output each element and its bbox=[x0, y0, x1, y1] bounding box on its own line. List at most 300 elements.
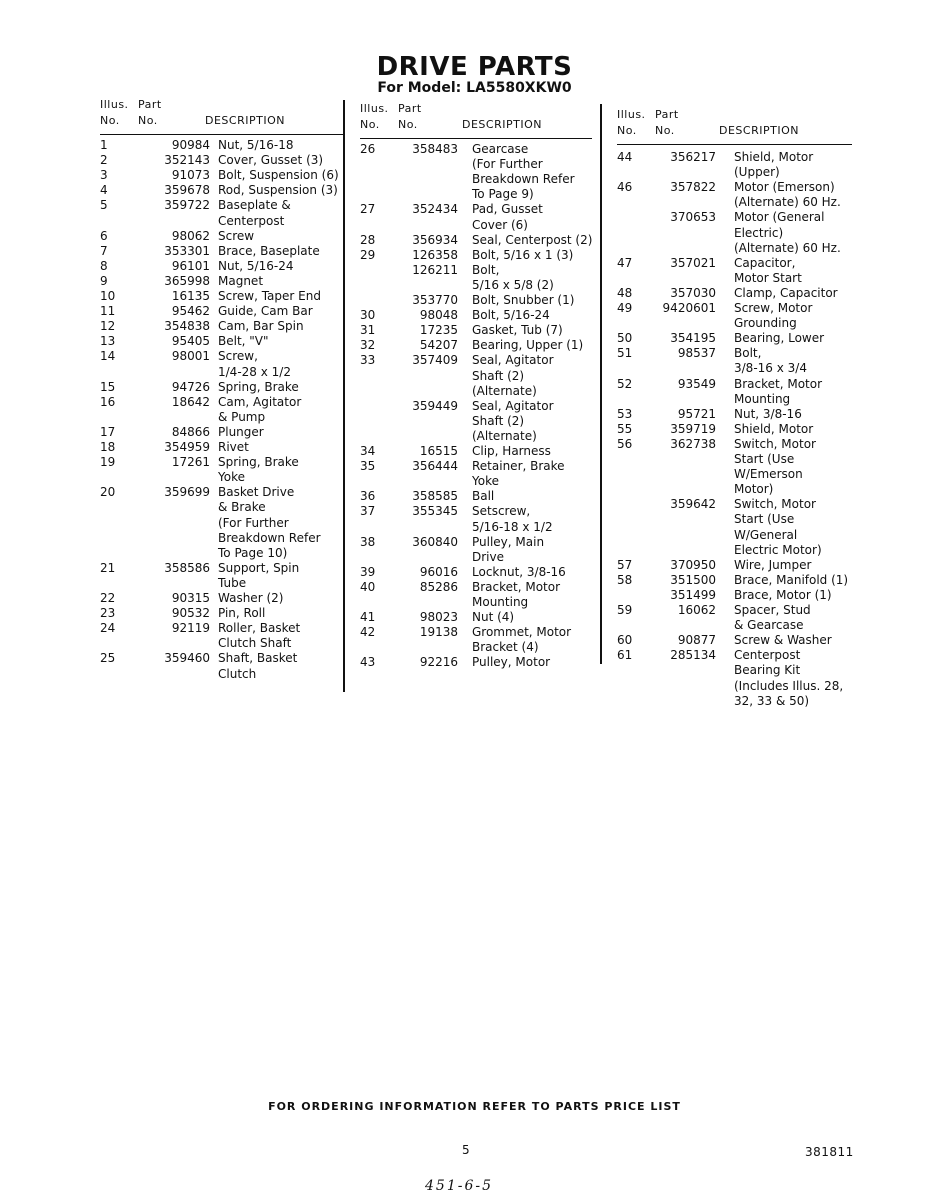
part-number: 359719 bbox=[670, 421, 716, 436]
illus-number: 39 bbox=[360, 564, 376, 579]
table-row bbox=[360, 308, 592, 323]
part-number: 96016 bbox=[419, 564, 458, 579]
part-number: 98537 bbox=[677, 346, 716, 361]
part-number: 359699 bbox=[164, 485, 210, 500]
part-number: 54207 bbox=[419, 338, 458, 353]
illus-number: 33 bbox=[360, 353, 376, 368]
part-description: Bracket (4) bbox=[472, 640, 539, 655]
part-description: Spring, Brake bbox=[218, 455, 299, 470]
part-number: 351499 bbox=[670, 587, 716, 602]
illus-number: 4 bbox=[100, 183, 108, 198]
part-description: Pulley, Motor bbox=[472, 655, 551, 670]
table-row bbox=[360, 489, 592, 504]
table-row bbox=[617, 497, 852, 512]
table-row bbox=[100, 455, 345, 470]
part-description: Breakdown Refer bbox=[472, 172, 575, 187]
table-row bbox=[617, 437, 852, 452]
table-row bbox=[360, 640, 592, 655]
part-number: 84866 bbox=[171, 424, 210, 439]
table-row bbox=[617, 195, 852, 210]
header-illus: Illus. bbox=[360, 102, 389, 115]
illus-number: 26 bbox=[360, 142, 376, 156]
part-description: Wire, Jumper bbox=[734, 557, 812, 572]
part-description: Screw, bbox=[218, 349, 258, 364]
table-row bbox=[617, 694, 852, 709]
table-row bbox=[617, 543, 852, 558]
part-description: Screw, Taper End bbox=[218, 289, 321, 303]
table-row bbox=[617, 361, 852, 376]
header-description: DESCRIPTION bbox=[205, 114, 285, 127]
table-row bbox=[360, 474, 592, 489]
part-description: Electric) bbox=[734, 225, 784, 240]
table-row bbox=[617, 226, 852, 241]
illus-number: 52 bbox=[617, 376, 633, 391]
table-row bbox=[100, 561, 345, 576]
table-row bbox=[360, 504, 592, 519]
illus-number: 36 bbox=[360, 489, 376, 504]
part-description: (Includes Illus. 28, bbox=[734, 678, 844, 693]
table-row bbox=[100, 168, 345, 183]
table-row bbox=[360, 414, 592, 429]
part-description: Cam, Bar Spin bbox=[218, 319, 304, 334]
part-number: 353301 bbox=[164, 243, 210, 258]
part-description: Cover, Gusset (3) bbox=[218, 153, 324, 168]
part-number: 352434 bbox=[412, 202, 458, 217]
part-number: 91073 bbox=[171, 168, 210, 183]
part-number: 357822 bbox=[670, 180, 716, 195]
table-row bbox=[100, 485, 345, 500]
part-description: Bracket, Motor bbox=[472, 579, 561, 594]
table-row bbox=[100, 576, 345, 591]
part-number: 355345 bbox=[412, 504, 458, 519]
table-row bbox=[617, 210, 852, 225]
table-row bbox=[360, 323, 592, 338]
header-description: DESCRIPTION bbox=[719, 124, 799, 137]
part-description: (For Further bbox=[218, 515, 289, 530]
part-number: 351500 bbox=[670, 572, 716, 587]
part-description: Motor (Emerson) bbox=[734, 180, 835, 195]
illus-number: 28 bbox=[360, 232, 376, 247]
part-number: 359678 bbox=[164, 183, 210, 198]
part-description: 32, 33 & 50) bbox=[734, 693, 810, 708]
table-row bbox=[100, 546, 345, 561]
illus-number: 51 bbox=[617, 346, 633, 361]
part-description: Mounting bbox=[472, 595, 529, 609]
part-number: 357021 bbox=[670, 255, 716, 270]
table-row bbox=[100, 591, 345, 606]
table-row bbox=[617, 482, 852, 497]
part-description: Pin, Roll bbox=[218, 606, 266, 621]
part-number: 354959 bbox=[164, 440, 210, 454]
table-row bbox=[360, 655, 592, 670]
header-part-no: No. bbox=[398, 118, 418, 131]
part-description: Bolt, Snubber (1) bbox=[472, 293, 575, 307]
illus-number: 6 bbox=[100, 228, 108, 243]
part-description: Baseplate & bbox=[218, 198, 291, 213]
illus-number: 18 bbox=[100, 440, 116, 454]
part-description: (Upper) bbox=[734, 165, 780, 180]
part-description: & Gearcase bbox=[734, 618, 804, 633]
part-number: 18642 bbox=[171, 394, 210, 409]
part-number: 90877 bbox=[677, 633, 716, 648]
part-description: Motor (General bbox=[734, 210, 825, 225]
illus-number: 27 bbox=[360, 202, 376, 217]
table-row bbox=[617, 603, 852, 618]
illus-number: 49 bbox=[617, 301, 633, 315]
part-description: Rod, Suspension (3) bbox=[218, 183, 338, 198]
illus-number: 44 bbox=[617, 150, 633, 164]
table-row bbox=[360, 142, 592, 157]
illus-number: 59 bbox=[617, 603, 633, 617]
table-row bbox=[360, 399, 592, 414]
part-description: Clutch Shaft bbox=[218, 636, 292, 651]
table-row bbox=[100, 198, 345, 213]
header-illus-no: No. bbox=[617, 124, 637, 137]
part-number: 98001 bbox=[171, 349, 210, 364]
part-description: Locknut, 3/8-16 bbox=[472, 564, 566, 579]
part-number: 93549 bbox=[677, 376, 716, 391]
table-row bbox=[617, 256, 852, 271]
column-divider-2 bbox=[600, 104, 602, 664]
illus-number: 25 bbox=[100, 651, 116, 666]
part-number: 365998 bbox=[164, 273, 210, 288]
illus-number: 24 bbox=[100, 621, 116, 636]
part-description: Bolt, bbox=[734, 346, 762, 361]
table-row bbox=[360, 459, 592, 474]
illus-number: 37 bbox=[360, 504, 376, 519]
part-description: Bearing, Upper (1) bbox=[472, 338, 584, 353]
part-number: 16062 bbox=[677, 603, 716, 617]
illus-number: 60 bbox=[617, 633, 633, 648]
part-number: 16515 bbox=[419, 444, 458, 458]
table-row bbox=[617, 679, 852, 694]
table-row bbox=[617, 573, 852, 588]
illus-number: 32 bbox=[360, 338, 376, 353]
illus-number: 7 bbox=[100, 243, 108, 258]
illus-number: 12 bbox=[100, 319, 116, 334]
ordering-footer: FOR ORDERING INFORMATION REFER TO PARTS PRICE LIST bbox=[268, 1100, 681, 1113]
table-row bbox=[617, 241, 852, 256]
part-description: Centerpost bbox=[734, 648, 801, 663]
part-description: W/General bbox=[734, 527, 798, 542]
illus-number: 13 bbox=[100, 334, 116, 349]
part-number: 352143 bbox=[164, 153, 210, 168]
table-row bbox=[360, 580, 592, 595]
table-row bbox=[360, 278, 592, 293]
table-row bbox=[100, 334, 345, 349]
table-row bbox=[100, 667, 345, 682]
table-row bbox=[100, 410, 345, 425]
table-row bbox=[360, 625, 592, 640]
table-row bbox=[617, 392, 852, 407]
parts-column-3 bbox=[617, 106, 852, 708]
table-row bbox=[100, 606, 345, 621]
document-number: 381811 bbox=[805, 1145, 854, 1159]
illus-number: 3 bbox=[100, 168, 108, 183]
illus-number: 38 bbox=[360, 534, 376, 549]
part-description: Brace, Baseplate bbox=[218, 243, 320, 258]
header-illus-no: No. bbox=[100, 114, 120, 127]
part-number: 353770 bbox=[412, 293, 458, 307]
table-row bbox=[100, 289, 345, 304]
column-divider-1 bbox=[343, 100, 345, 692]
part-description: Motor Start bbox=[734, 270, 802, 285]
table-row bbox=[360, 172, 592, 187]
part-description: Rivet bbox=[218, 440, 249, 454]
part-description: Clamp, Capacitor bbox=[734, 285, 838, 300]
header-illus: Illus. bbox=[100, 98, 129, 111]
table-row bbox=[360, 595, 592, 610]
part-description: Gasket, Tub (7) bbox=[472, 323, 563, 338]
table-row bbox=[360, 263, 592, 278]
table-row bbox=[360, 202, 592, 217]
table-row bbox=[100, 319, 345, 334]
part-description: Shaft, Basket bbox=[218, 651, 298, 666]
part-description: Basket Drive bbox=[218, 485, 295, 500]
table-row bbox=[100, 651, 345, 666]
part-description: Support, Spin bbox=[218, 560, 300, 575]
part-number: 358483 bbox=[412, 142, 458, 156]
part-description: Clutch bbox=[218, 666, 257, 681]
table-row bbox=[617, 331, 852, 346]
table-row bbox=[100, 395, 345, 410]
illus-number: 35 bbox=[360, 459, 376, 474]
part-number: 356934 bbox=[412, 232, 458, 247]
part-description: Spacer, Stud bbox=[734, 603, 811, 617]
page-title: DRIVE PARTS bbox=[376, 52, 573, 82]
part-description: (Alternate) bbox=[472, 428, 537, 443]
illus-number: 10 bbox=[100, 289, 116, 303]
table-row bbox=[100, 138, 345, 153]
part-number: 16135 bbox=[171, 289, 210, 303]
part-description: Plunger bbox=[218, 424, 264, 439]
part-description: (Alternate) 60 Hz. bbox=[734, 240, 841, 255]
parts-column-2 bbox=[360, 100, 595, 670]
part-number: 90984 bbox=[171, 138, 210, 152]
part-number: 359460 bbox=[164, 651, 210, 666]
table-row bbox=[100, 229, 345, 244]
part-description: 1/4-28 x 1/2 bbox=[218, 364, 291, 379]
part-number: 9420601 bbox=[662, 301, 716, 315]
table-row bbox=[100, 259, 345, 274]
table-row bbox=[360, 369, 592, 384]
illus-number: 20 bbox=[100, 485, 116, 500]
part-description: Start (Use bbox=[734, 512, 795, 527]
part-description: Nut (4) bbox=[472, 610, 515, 625]
part-description: (Alternate) bbox=[472, 383, 537, 398]
part-number: 98048 bbox=[419, 308, 458, 323]
part-description: Shield, Motor bbox=[734, 421, 814, 436]
header-part-no: No. bbox=[655, 124, 675, 137]
table-row bbox=[617, 407, 852, 422]
part-number: 126211 bbox=[412, 262, 458, 277]
table-row bbox=[100, 214, 345, 229]
table-row bbox=[360, 550, 592, 565]
part-description: Bearing, Lower bbox=[734, 331, 825, 346]
part-number: 92216 bbox=[419, 655, 458, 670]
table-row bbox=[360, 338, 592, 353]
header-part: Part bbox=[398, 102, 422, 115]
part-number: 357409 bbox=[412, 353, 458, 368]
table-row bbox=[617, 165, 852, 180]
part-description: Bolt, 5/16 x 1 (3) bbox=[472, 247, 574, 262]
part-number: 98023 bbox=[419, 610, 458, 625]
table-row bbox=[360, 429, 592, 444]
handwritten-note: 451-6-5 bbox=[425, 1178, 493, 1194]
illus-number: 16 bbox=[100, 394, 116, 409]
part-number: 357030 bbox=[670, 285, 716, 300]
part-description: 3/8-16 x 3/4 bbox=[734, 361, 807, 376]
illus-number: 56 bbox=[617, 436, 633, 451]
header-part: Part bbox=[138, 98, 162, 111]
part-number: 360840 bbox=[412, 534, 458, 549]
part-number: 356217 bbox=[670, 150, 716, 164]
illus-number: 22 bbox=[100, 591, 116, 605]
table-row bbox=[360, 565, 592, 580]
part-description: Brace, Motor (1) bbox=[734, 587, 832, 602]
table-row bbox=[100, 500, 345, 515]
table-row bbox=[617, 558, 852, 573]
table-row bbox=[617, 271, 852, 286]
illus-number: 42 bbox=[360, 625, 376, 640]
part-number: 96101 bbox=[171, 258, 210, 273]
part-description: Cover (6) bbox=[472, 217, 528, 232]
table-row bbox=[617, 467, 852, 482]
illus-number: 46 bbox=[617, 180, 633, 195]
table-row bbox=[617, 618, 852, 633]
model-subtitle: For Model: LA5580XKW0 bbox=[377, 80, 572, 96]
illus-number: 43 bbox=[360, 655, 376, 670]
part-number: 17261 bbox=[171, 455, 210, 470]
column-header bbox=[617, 106, 852, 145]
part-description: Capacitor, bbox=[734, 255, 796, 270]
illus-number: 61 bbox=[617, 648, 633, 663]
table-row bbox=[100, 153, 345, 168]
table-row bbox=[100, 425, 345, 440]
part-number: 354838 bbox=[164, 319, 210, 334]
table-row bbox=[360, 187, 592, 202]
table-row bbox=[100, 380, 345, 395]
part-number: 359722 bbox=[164, 198, 210, 213]
part-description: 5/16 x 5/8 (2) bbox=[472, 277, 554, 292]
table-row bbox=[100, 244, 345, 259]
header-part: Part bbox=[655, 108, 679, 121]
part-description: Shaft (2) bbox=[472, 413, 525, 428]
part-number: 95405 bbox=[171, 334, 210, 349]
table-row bbox=[617, 150, 852, 165]
part-description: Nut, 5/16-24 bbox=[218, 258, 294, 273]
part-description: (For Further bbox=[472, 157, 543, 172]
part-description: Centerpost bbox=[218, 213, 285, 228]
part-description: Screw bbox=[218, 228, 255, 243]
part-description: Retainer, Brake bbox=[472, 459, 565, 474]
part-number: 358586 bbox=[164, 560, 210, 575]
illus-number: 11 bbox=[100, 304, 116, 319]
part-description: Grounding bbox=[734, 316, 797, 331]
table-row bbox=[360, 233, 592, 248]
header-description: DESCRIPTION bbox=[462, 118, 542, 131]
part-description: Guide, Cam Bar bbox=[218, 304, 313, 319]
part-number: 356444 bbox=[412, 459, 458, 474]
table-row bbox=[360, 353, 592, 368]
part-number: 359449 bbox=[412, 398, 458, 413]
table-row bbox=[617, 180, 852, 195]
header-illus: Illus. bbox=[617, 108, 646, 121]
table-row bbox=[100, 349, 345, 364]
part-description: Motor) bbox=[734, 482, 774, 497]
part-description: Bearing Kit bbox=[734, 663, 801, 678]
table-row bbox=[617, 301, 852, 316]
illus-number: 41 bbox=[360, 610, 376, 625]
table-row bbox=[617, 452, 852, 467]
part-number: 17235 bbox=[419, 323, 458, 338]
table-row bbox=[617, 663, 852, 678]
table-row bbox=[100, 636, 345, 651]
illus-number: 40 bbox=[360, 579, 376, 594]
part-description: & Brake bbox=[218, 500, 266, 515]
part-description: Bolt, Suspension (6) bbox=[218, 168, 339, 183]
table-row bbox=[617, 588, 852, 603]
part-description: Switch, Motor bbox=[734, 436, 816, 451]
illus-number: 58 bbox=[617, 572, 633, 587]
column-header bbox=[360, 100, 592, 139]
table-row bbox=[360, 384, 592, 399]
table-row bbox=[617, 528, 852, 543]
part-number: 95462 bbox=[171, 304, 210, 319]
part-description: Ball bbox=[472, 489, 495, 504]
part-number: 90315 bbox=[171, 591, 210, 605]
parts-column-1 bbox=[100, 96, 345, 681]
part-description: Cam, Agitator bbox=[218, 394, 302, 409]
column-header bbox=[100, 96, 345, 135]
table-row bbox=[100, 470, 345, 485]
table-row bbox=[100, 365, 345, 380]
part-description: Screw & Washer bbox=[734, 633, 832, 648]
part-description: Seal, Centerpost (2) bbox=[472, 232, 593, 247]
part-description: 5/16-18 x 1/2 bbox=[472, 519, 553, 534]
part-description: Screw, Motor bbox=[734, 301, 813, 315]
part-description: Clip, Harness bbox=[472, 444, 551, 458]
part-number: 90532 bbox=[171, 606, 210, 621]
page-number: 5 bbox=[462, 1143, 470, 1157]
part-description: Electric Motor) bbox=[734, 542, 822, 557]
part-number: 98062 bbox=[171, 228, 210, 243]
part-description: Shaft (2) bbox=[472, 368, 525, 383]
part-number: 359642 bbox=[670, 497, 716, 512]
table-row bbox=[617, 316, 852, 331]
part-description: Nut, 5/16-18 bbox=[218, 138, 294, 152]
illus-number: 5 bbox=[100, 198, 108, 213]
part-description: Seal, Agitator bbox=[472, 353, 554, 368]
illus-number: 1 bbox=[100, 138, 108, 152]
part-description: Spring, Brake bbox=[218, 379, 299, 394]
part-description: Shield, Motor bbox=[734, 150, 814, 164]
part-description: Grommet, Motor bbox=[472, 625, 572, 640]
part-number: 85286 bbox=[419, 579, 458, 594]
part-description: To Page 10) bbox=[218, 545, 288, 560]
table-row bbox=[360, 520, 592, 535]
part-description: Switch, Motor bbox=[734, 497, 816, 512]
table-row bbox=[360, 218, 592, 233]
table-row bbox=[617, 422, 852, 437]
part-description: W/Emerson bbox=[734, 467, 803, 482]
part-number: 126358 bbox=[412, 247, 458, 262]
illus-number: 53 bbox=[617, 406, 633, 421]
header-illus-no: No. bbox=[360, 118, 380, 131]
table-row bbox=[617, 346, 852, 361]
part-description: Mounting bbox=[734, 391, 791, 406]
table-row bbox=[617, 377, 852, 392]
